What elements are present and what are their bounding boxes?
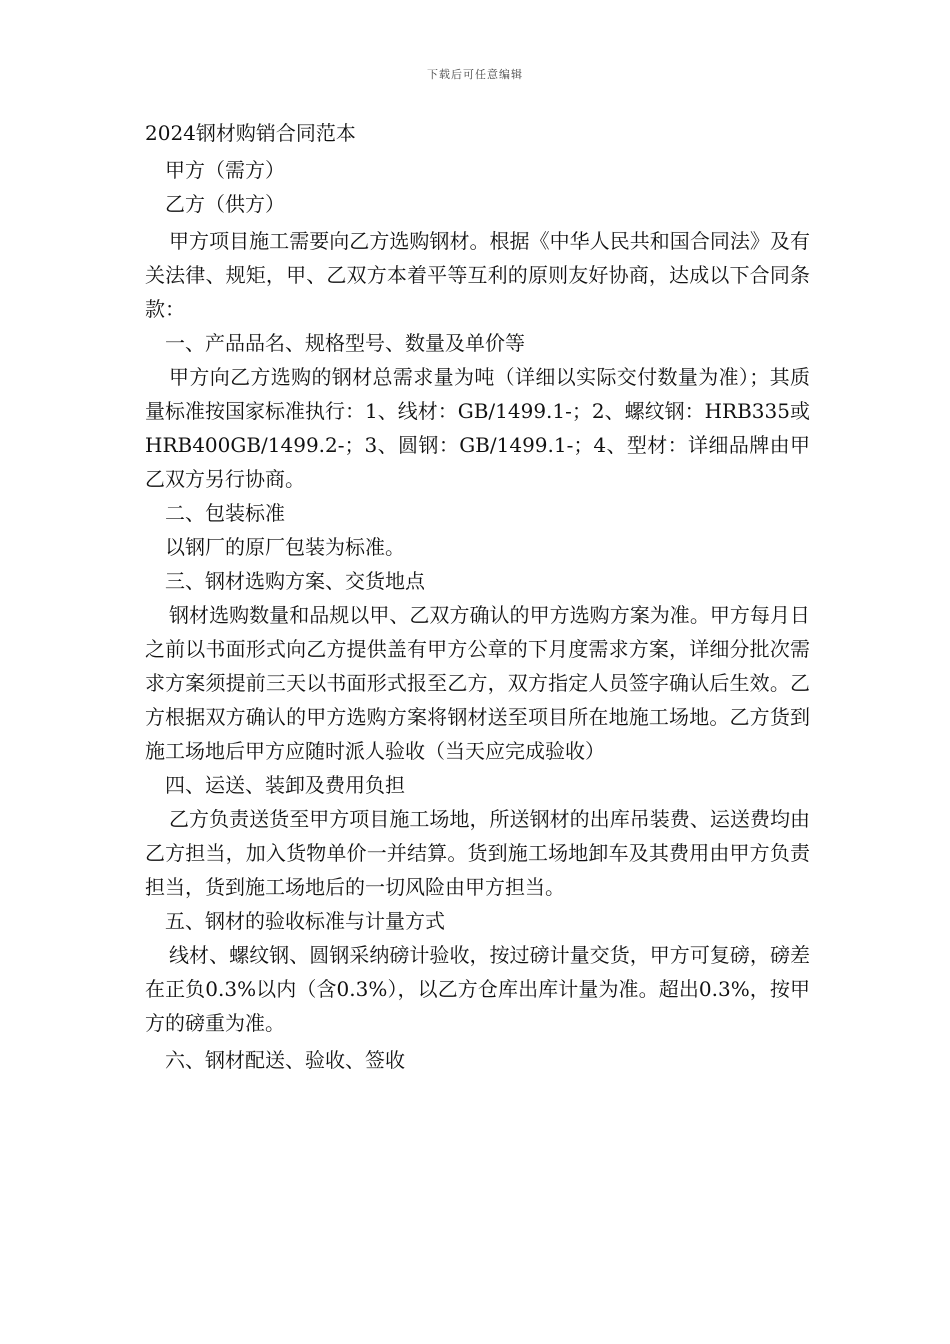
section-2-heading: 二、包装标准 xyxy=(165,501,285,525)
section-3-body: 钢材选购数量和品规以甲、乙双方确认的甲方选购方案为准。甲方每月日之前以书面形式向乙方提供盖有甲方公章的下月度需求方案，详细分批次需求方案须提前三天以书面形式报至乙方，双方指定人员签字确认后生效。乙方根据双方确认的甲方选购方案将钢材送至项目所在地施工场地。乙方货到施工场地后甲方应随时派人验收（当天应完成验收） xyxy=(145,603,810,763)
document-title: 2024钢材购销合同范本 xyxy=(145,121,356,145)
document-body xyxy=(145,116,810,1077)
section-5-heading: 五、钢材的验收标准与计量方式 xyxy=(165,909,445,933)
party-b-line: 乙方（供方） xyxy=(165,192,285,216)
section-1-body: 甲方向乙方选购的钢材总需求量为吨（详细以实际交付数量为准）；其质量标准按国家标准执行：1、线材：GB/1499.1-；2、螺纹钢：HRB335或HRB400GB/1499.2-；3、圆钢：GB/1499.1-；4、型材：详细品牌由甲乙双方另行协商。 xyxy=(145,365,810,491)
page-header-note: 下载后可任意编辑 xyxy=(427,68,523,81)
section-1-heading: 一、产品品名、规格型号、数量及单价等 xyxy=(165,331,525,355)
section-4-body: 乙方负责送货至甲方项目施工场地，所送钢材的出库吊装费、运送费均由乙方担当，加入货物单价一并结算。货到施工场地卸车及其费用由甲方负责担当，货到施工场地后的一切风险由甲方担当。 xyxy=(145,807,810,899)
preamble-paragraph: 甲方项目施工需要向乙方选购钢材。根据《中华人民共和国合同法》及有关法律、规矩，甲、乙双方本着平等互利的原则友好协商，达成以下合同条款： xyxy=(145,229,810,321)
section-6-heading: 六、钢材配送、验收、签收 xyxy=(165,1048,405,1072)
section-2-body: 以钢厂的原厂包装为标准。 xyxy=(165,535,405,559)
party-a-line: 甲方（需方） xyxy=(165,158,285,182)
section-4-heading: 四、运送、装卸及费用负担 xyxy=(165,773,405,797)
section-3-heading: 三、钢材选购方案、交货地点 xyxy=(165,569,425,593)
section-5-body: 线材、螺纹钢、圆钢采纳磅计验收，按过磅计量交货，甲方可复磅，磅差在正负0.3%以内（含0.3%），以乙方仓库出库计量为准。超出0.3%，按甲方的磅重为准。 xyxy=(145,943,810,1035)
